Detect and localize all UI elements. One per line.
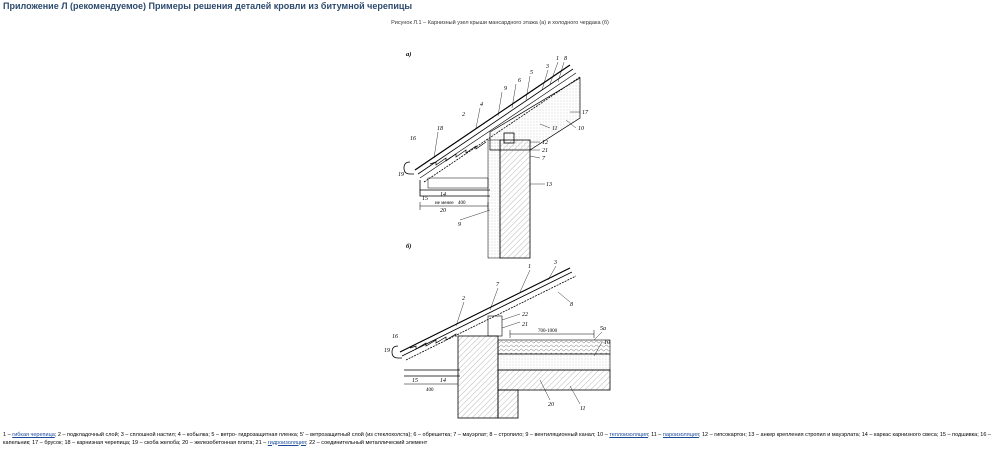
svg-text:21: 21	[542, 148, 548, 154]
svg-text:6: 6	[518, 78, 521, 84]
legend-link[interactable]: гибкая черепица	[12, 432, 55, 438]
svg-text:11: 11	[552, 126, 558, 132]
svg-text:4: 4	[480, 102, 483, 108]
label-a: а)	[406, 51, 412, 58]
svg-text:8: 8	[570, 302, 573, 308]
svg-text:5: 5	[530, 70, 533, 76]
svg-text:10: 10	[604, 340, 610, 346]
svg-text:21: 21	[522, 322, 528, 328]
legend	[3, 432, 997, 447]
detail-b	[384, 243, 610, 418]
svg-text:8: 8	[564, 56, 567, 62]
dimension-a-value: 400	[458, 201, 466, 206]
svg-text:9: 9	[504, 86, 507, 92]
svg-text:11: 11	[580, 406, 586, 412]
legend-link[interactable]: пароизоляция	[662, 432, 699, 438]
svg-text:3: 3	[554, 260, 557, 266]
legend-text: ; 2 – подкладочный слой; 3 – сплошной настил; 4 – кобылка; 5 – ветро- гидрозащитная пленка; 5' – ветрозащитный слой (из стеклохолста); 6 – обрешетка; 7 – мауэрлат; 8 – стропило; 9 – вентиляционный канал; 10 –	[54, 432, 610, 438]
svg-text:7: 7	[542, 156, 545, 162]
svg-text:3: 3	[546, 64, 549, 70]
legend-link[interactable]: теплоизоляция	[609, 432, 649, 438]
svg-text:16: 16	[392, 334, 398, 340]
svg-text:14: 14	[440, 378, 446, 384]
svg-text:9: 9	[458, 222, 461, 228]
detail-a	[398, 51, 589, 258]
svg-text:20: 20	[548, 402, 554, 408]
figure-caption: Рисунок Л.1 – Карнизный узел крыши мансардного этажа (а) и холодного чердака (б)	[391, 20, 609, 26]
svg-text:19: 19	[398, 172, 404, 178]
label-b: б)	[406, 243, 412, 250]
svg-text:15: 15	[412, 378, 418, 384]
dimension-b-value: 400	[426, 388, 434, 393]
svg-text:2: 2	[462, 296, 465, 302]
legend-text: ; 22 – соединительный металлический элемент	[306, 439, 428, 446]
legend-text: 1 –	[3, 432, 13, 438]
svg-text:10: 10	[578, 126, 584, 132]
svg-text:16: 16	[410, 136, 416, 142]
svg-text:13: 13	[546, 182, 552, 188]
svg-text:20: 20	[440, 208, 446, 214]
svg-text:14: 14	[440, 192, 446, 198]
legend-link[interactable]: гидроизоляция	[267, 439, 307, 446]
svg-text:18: 18	[437, 126, 443, 132]
svg-text:7: 7	[496, 282, 499, 288]
dimension-a-label: не менее	[435, 201, 454, 206]
legend-text: ; 12 – гипсокартон; 13 – анкер крепления стропил и мауэрлата; 14 – каркас карнизного свеса; 15 – подшивка; 16 – капельник; 17 – брусок; 18 – карнизная черепица; 19 – скоба желоба; 20 – железобетонная плита; 21 –	[3, 432, 991, 446]
svg-text:22: 22	[522, 312, 528, 318]
svg-text:1: 1	[528, 264, 531, 270]
svg-text:2: 2	[462, 112, 465, 118]
svg-text:15: 15	[422, 196, 428, 202]
svg-text:1: 1	[556, 56, 559, 62]
page-title: Приложение Л (рекомендуемое) Примеры решения деталей кровли из битумной черепицы	[3, 1, 413, 11]
svg-text:12: 12	[542, 140, 548, 146]
svg-text:5а: 5а	[600, 326, 606, 332]
dimension-b-range: 700-1000	[538, 329, 558, 334]
svg-text:19: 19	[384, 348, 390, 354]
svg-text:17: 17	[582, 110, 588, 116]
legend-text: ; 11 –	[648, 432, 663, 438]
roof-eaves-drawing	[380, 40, 640, 450]
